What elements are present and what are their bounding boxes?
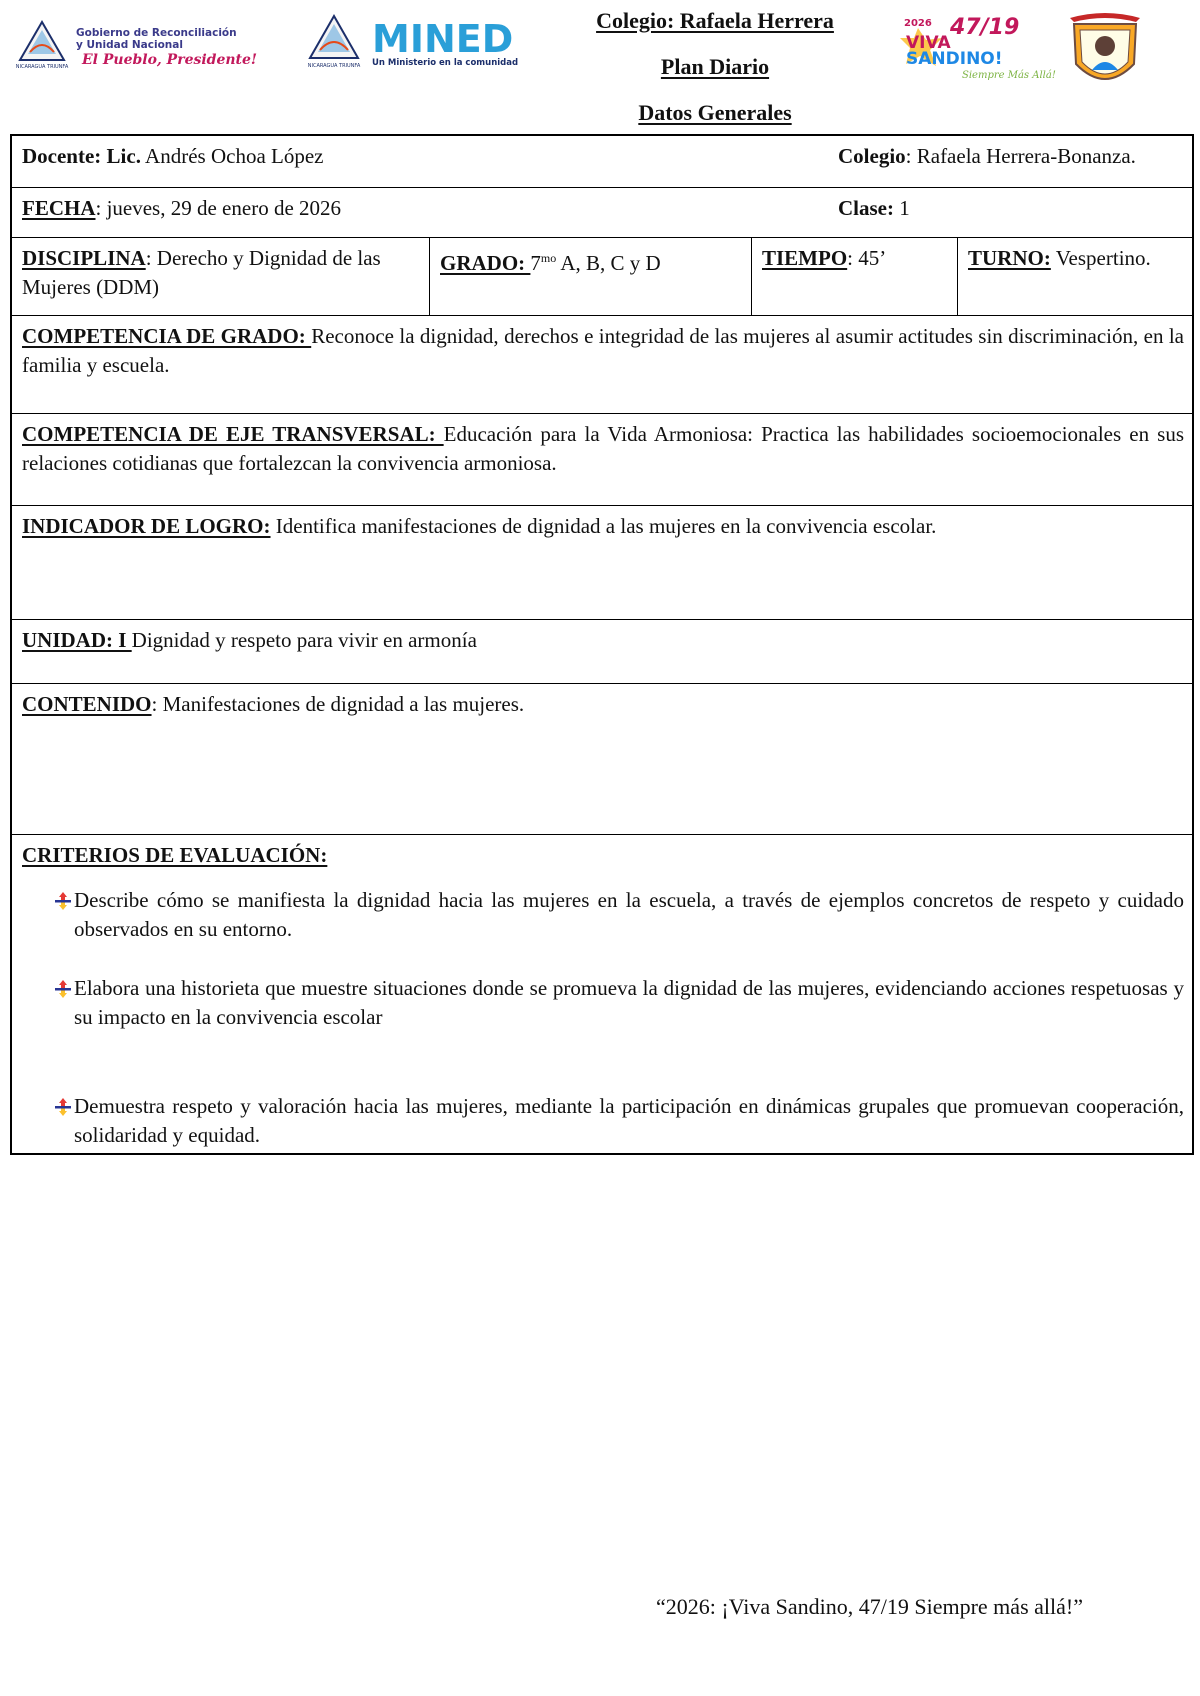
- docente-label: Docente: Lic.: [22, 144, 141, 168]
- row-contenido: [12, 684, 1192, 835]
- svg-text:NICARAGUA TRIUNFA: NICARAGUA TRIUNFA: [307, 63, 361, 69]
- colegio-value: : Rafaela Herrera-Bonanza.: [905, 144, 1136, 168]
- clase-field: [838, 194, 910, 223]
- svg-text:Un Ministerio en la comunidad: Un Ministerio en la comunidad: [372, 58, 519, 68]
- grado-superscript: mo: [540, 251, 557, 265]
- section-title: Datos Generales: [638, 100, 792, 125]
- row-unidad: [12, 620, 1192, 684]
- svg-text:Siempre Más Allá!: Siempre Más Allá!: [962, 70, 1056, 81]
- turno-label: TURNO:: [968, 246, 1051, 270]
- unidad-label: UNIDAD: I: [22, 628, 132, 652]
- row-competencia-eje: [12, 414, 1192, 506]
- competencia-grado-label: COMPETENCIA DE GRADO:: [22, 324, 312, 348]
- viva-sandino-logo: [898, 10, 1056, 86]
- criterio-item-1: [22, 886, 1184, 974]
- plan-table: [10, 134, 1194, 1155]
- svg-text:Gobierno de Reconciliación: Gobierno de Reconciliación: [76, 27, 237, 39]
- competencia-grado-value: Reconoce la dignidad, derechos e integridad de las mujeres al asumir actitudes sin discriminación, en la familia y escuela.: [22, 324, 1184, 377]
- turno-cell: [958, 238, 1192, 315]
- svg-text:2026: 2026: [904, 18, 932, 29]
- mined-logo: [306, 12, 526, 72]
- criterio-text-1: Describe cómo se manifiesta la dignidad hacia las mujeres en la escuela, a través de ejemplos concretos de respeto y cuidado observados en su entorno.: [74, 888, 1184, 941]
- svg-text:El Pueblo, Presidente!: El Pueblo, Presidente!: [82, 52, 258, 68]
- row-fecha: [12, 188, 1192, 238]
- row-criterios: [12, 835, 1192, 1153]
- criterio-text-2: Elabora una historieta que muestre situaciones donde se promueva la dignidad de las mujeres, evidenciando acciones respetuosas y su impacto en la convivencia escolar: [74, 976, 1184, 1029]
- fecha-value: : jueves, 29 de enero de 2026: [95, 196, 342, 220]
- colegio-field: [838, 142, 1136, 171]
- tiempo-label: TIEMPO: [762, 246, 848, 270]
- disciplina-value: : Derecho y Dignidad de las Mujeres (DDM): [22, 246, 381, 299]
- row-indicador: [12, 506, 1192, 620]
- svg-text:NICARAGUA TRIUNFA: NICARAGUA TRIUNFA: [15, 64, 69, 70]
- docente-field: [12, 136, 332, 171]
- contenido-label: CONTENIDO: [22, 692, 152, 716]
- grado-value: 7: [530, 251, 541, 275]
- row-disciplina: [12, 238, 1192, 316]
- bullet-arrow-icon: [54, 892, 72, 910]
- unidad-value: Dignidad y respeto para vivir en armonía: [131, 628, 477, 652]
- criterio-item-2: [22, 974, 1184, 1092]
- plan-title: Plan Diario: [660, 54, 770, 79]
- row-competencia-grado: [12, 316, 1192, 414]
- turno-value: Vespertino.: [1050, 246, 1151, 270]
- criterio-item-3: [22, 1092, 1184, 1150]
- footer-motto: “2026: ¡Viva Sandino, 47/19 Siempre más allá!”: [656, 1594, 1083, 1619]
- clase-label: Clase:: [838, 196, 894, 220]
- contenido-value: : Manifestaciones de dignidad a las mujeres.: [151, 692, 525, 716]
- docente-value: Andrés Ochoa López: [140, 144, 324, 168]
- svg-text:VIVA: VIVA: [906, 33, 951, 53]
- bullet-arrow-icon: [54, 1098, 72, 1116]
- tiempo-value: : 45’: [847, 246, 887, 270]
- row-docente: [12, 136, 1192, 188]
- svg-text:47/19: 47/19: [950, 15, 1020, 40]
- grado-cell: [430, 238, 752, 315]
- competencia-eje-label: COMPETENCIA DE EJE TRANSVERSAL:: [22, 422, 444, 446]
- grado-label: GRADO:: [440, 251, 531, 275]
- svg-text:MINED: MINED: [372, 17, 514, 61]
- colegio-label: Colegio: [838, 144, 906, 168]
- fecha-label: FECHA: [22, 196, 96, 220]
- grado-groups: A, B, C y D: [556, 251, 661, 275]
- competencia-eje-value: Educación para la Vida Armoniosa: Practica las habilidades socioemocionales en sus relaciones cotidianas que fortalezcan la convivencia armoniosa.: [22, 422, 1184, 475]
- bullet-arrow-icon: [54, 980, 72, 998]
- clase-value: 1: [894, 196, 910, 220]
- school-shield-logo: [1062, 6, 1148, 98]
- tiempo-cell: [752, 238, 958, 315]
- criterios-label: CRITERIOS DE EVALUACIÓN:: [22, 843, 328, 867]
- indicador-label: INDICADOR DE LOGRO:: [22, 514, 271, 538]
- criterios-list: [22, 886, 1184, 1150]
- school-title: Colegio: Rafaela Herrera: [596, 8, 834, 33]
- fecha-field: [12, 188, 349, 223]
- svg-text:SANDINO!: SANDINO!: [906, 49, 1003, 69]
- criterio-text-3: Demuestra respeto y valoración hacia las mujeres, mediante la participación en dinámicas grupales que promuevan cooperación, solidaridad y equidad.: [74, 1094, 1184, 1147]
- svg-text:y Unidad Nacional: y Unidad Nacional: [76, 39, 183, 51]
- indicador-value: Identifica manifestaciones de dignidad a las mujeres en la convivencia escolar.: [270, 514, 937, 538]
- page-header: [0, 0, 1200, 132]
- government-logo: [14, 16, 264, 72]
- disciplina-cell: [12, 238, 430, 315]
- disciplina-label: DISCIPLINA: [22, 246, 146, 270]
